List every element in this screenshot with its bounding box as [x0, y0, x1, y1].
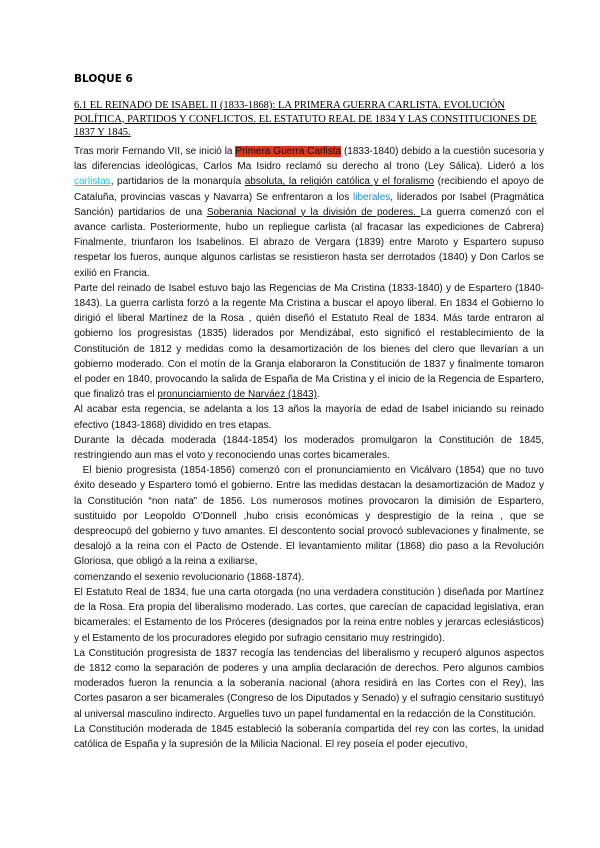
paragraph-decada-moderada: Durante la década moderada (1844-1854) los moderados promulgaron la Constitución de 1845, restringiendo aun mas el voto y reconociendo unas cortes bicamerales.	[74, 434, 544, 462]
paragraph-first-carlist-war: Tras morir Fernando VII, se inició la Primera Guerra Carlista (1833-1840) debido a la cuestión sucesoria y las diferencias ideológicas, Carlos Ma Isidro reclamó su derecho al trono (Ley Sálica). Lideró a los carlistas, partidarios de la monarquía absoluta, la religión católica y el foralismo (recibiendo el apoyo de Cataluña, provincias vascas y Navarra) Se enfrentaron a los liberales, liderados por Isabel (Pragmática Sanción) partidarios de una Soberania Nacional y la división de poderes. La guerra comenzó con el avance carlista. Posteriormente, hubo un repliegue carlista (al fracasar las expediciones de Cabrera) Finalmente, triunfaron los Isabelinos. El abrazo de Vergara (1839) entre Maroto y Espartero supuso respetar los fueros, aunque algunos carlistas se resistieron hasta ser derrotados (1840) y Don Carlos se exilió en Francia.	[74, 146, 545, 279]
underlined-absolutismo: absoluta, la religión católica y el foralismo	[244, 176, 435, 188]
paragraph-constitucion-1837: La Constitución progresista de 1837 recogía las tendencias del liberalismo y recuperó algunos aspectos de 1812 como la separación de poderes y una amplia declaración de derechos. Pero algunos cambios moderados fueron la renuncia a la soberanía nacional (ahora residirá en las Cortes con el Rey), las Cortes pasaron a ser bicamerales (Congreso de los Diputados y Senado) y el sufragio censitario sustituyó al universal masculino indirecto. Arguelles tuvo un papel fundamental en la redacción de la Constitución.	[74, 647, 544, 720]
underlined-pronunciamiento-narvaez: pronunciamiento de Narváez (1843)	[157, 389, 317, 401]
document-body	[74, 144, 547, 752]
paragraph-mayoria-edad: Al acabar esta regencia, se adelanta a los 13 años la mayoría de edad de Isabel iniciando su reinado efectivo (1843-1868) dividido en tres etapas.	[74, 404, 544, 431]
highlight-primera-guerra-carlista: Primera Guerra Carlista	[235, 146, 342, 157]
paragraph-sexenio: comenzando el sexenio revolucionario (1868-1874).	[74, 571, 305, 583]
paragraph-estatuto-real: El Estatuto Real de 1834, fue una carta otorgada (no una verdadera constitución ) diseñada por Martínez de la Rosa. Era propia del liberalismo moderado. Las cortes, que carecían de capacidad legislativa, eran bicamerales: el Estamento de los Próceres (designados por la reina entre nobles y jerarcas eclesiásticos) y el Estamento de los procuradores elegido por sufragio censitario muy restringido).	[74, 586, 544, 644]
paragraph-regencias: Parte del reinado de Isabel estuvo bajo las Regencias de Ma Cristina (1833-1840) y de Espartero (1840-1843). La guerra carlista forzó a la regente Ma Cristina a buscar el apoyo liberal. En 1834 el Gobierno lo dirigió el liberal Martínez de la Rosa , quién diseñó el Estatuto Real de 1834. Más tarde entraron al gobierno los progresistas (1835) liderados por Mendizábal, esto significó el restablecimiento de la Constitución de 1812 y medidas como la desamortización de los bienes del clero que llevarían a un gobierno moderado. Con el motín de la Granja elaboraron la Constitución de 1837 y finalmente tomaron el poder en 1840, provocando la salida de España de Ma Cristina y el inicio de la Regencia de Espartero, que finalizó tras el pronunciamiento de Narváez (1843).	[74, 282, 544, 401]
underlined-soberania: Soberania Nacional y la división de poderes.	[206, 206, 421, 218]
paragraph-bienio-progresista: El bienio progresista (1854-1856) comenzó con el pronunciamiento en Vicálvaro (1854) que no tuvo éxito deseado y Espartero tomó el gobierno. Entre las medidas destacan la desamortización de Madoz y la Constitución “non nata” de 1856. Los numerosos motines provocaron la dimisión de Espartero, sustituido por Leopoldo O’Donnell ,hubo crisis económicas y desprestigio de la reina , que se despreocupó del gobierno y tuvo amantes. El descontento social provocó sublevaciones y finalmente, se desalojó a la reina con el Pacto de Ostende. El levantamiento militar (1868) dio paso a la Revolución Gloriosa, que obligó a la reina a exiliarse,	[74, 465, 547, 568]
link-carlistas[interactable]: carlistas	[74, 176, 111, 188]
link-liberales[interactable]: liberales	[353, 191, 391, 203]
block-title: BLOQUE 6	[74, 73, 133, 85]
section-heading: 6.1 EL REINADO DE ISABEL II (1833-1868): LA PRIMERA GUERRA CARLISTA. EVOLUCIÓN POLÍTICA, PARTIDOS Y CONFLICTOS. EL ESTATUTO REAL DE 1834 Y LAS CONSTITUCIONES DE 1837 Y 1845.	[74, 100, 537, 138]
paragraph-constitucion-1845: La Constitución moderada de 1845 estableció la soberanía compartida del rey con las cortes, la unidad católica de España y la supresión de la Milicia Nacional. El rey poseía el poder ejecutivo,	[74, 723, 544, 750]
